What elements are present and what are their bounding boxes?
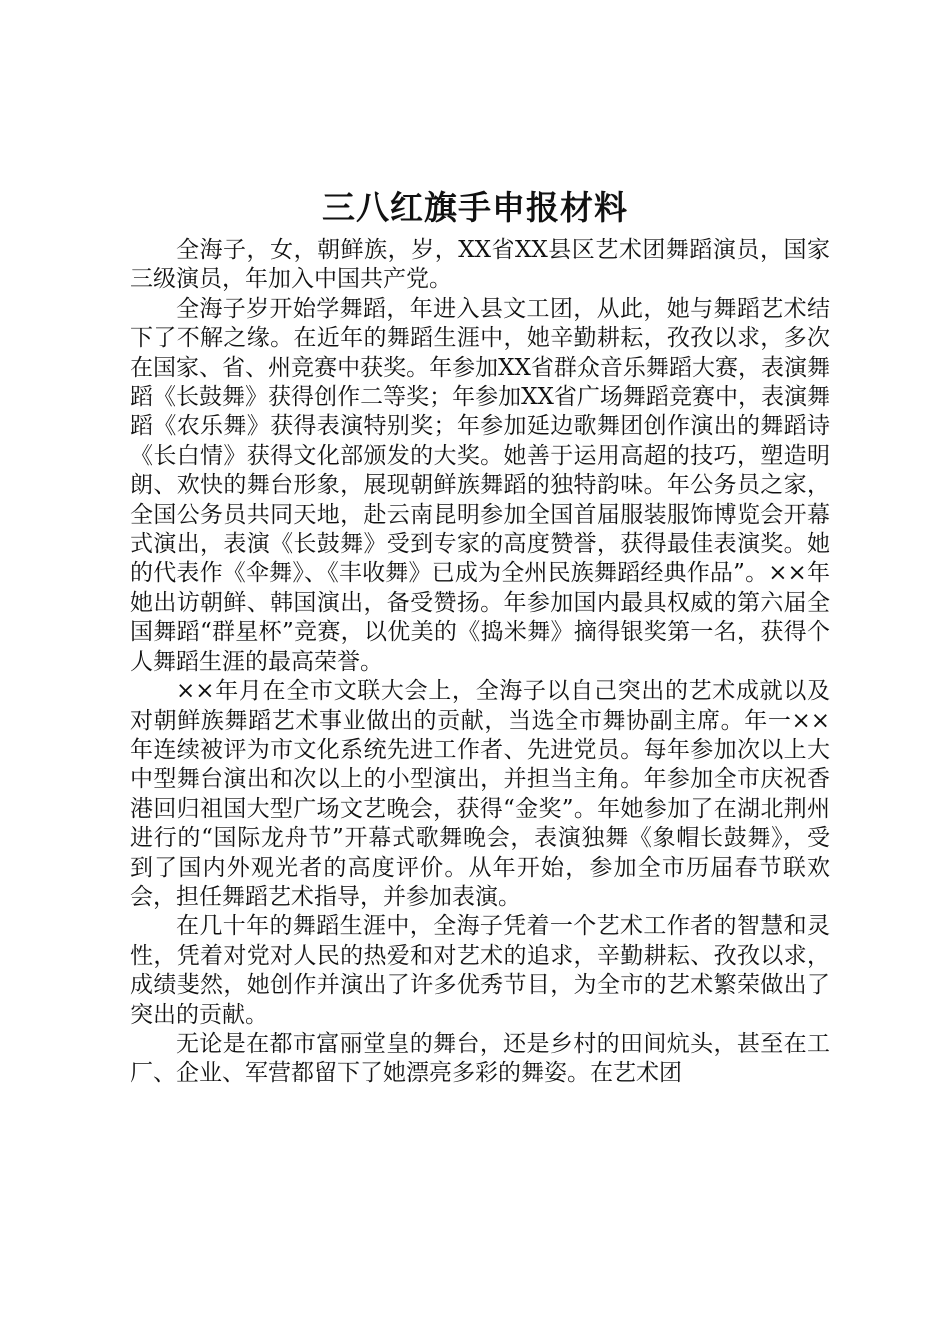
paragraph-2: 全海子岁开始学舞蹈，年进入县文工团，从此，她与舞蹈艺术结下了不解之缘。在近年的舞蹈生涯中，她辛勤耕耘，孜孜以求，多次在国家、省、州竞赛中获奖。年参加XX省群众音乐舞蹈大赛，表演舞蹈《长鼓舞》获得创作二等奖；年参加XX省广场舞蹈竞赛中，表演舞蹈《农乐舞》获得表演特别奖；年参加延边歌舞团创作演出的舞蹈诗《长白情》获得文化部颁发的大奖。她善于运用高超的技巧，塑造明朗、欢快的舞台形象，展现朝鲜族舞蹈的独特韵味。年公务员之家，全国公务员共同天地，赴云南昆明参加全国首届服装服饰博览会开幕式演出，表演《长鼓舞》受到专家的高度赞誉，获得最佳表演奖。她的代表作《伞舞》、《丰收舞》已成为全州民族舞蹈经典作品”。××年她出访朝鲜、韩国演出，备受赞扬。年参加国内最具权威的第六届全国舞蹈“群星杯”竞赛，以优美的《捣米舞》摘得银奖第一名，获得个人舞蹈生涯的最高荣誉。 <box>130 295 830 675</box>
paragraph-1: 全海子，女，朝鲜族，岁，XX省XX县区艺术团舞蹈演员，国家三级演员，年加入中国共产党。 <box>130 237 830 293</box>
paragraph-4: 在几十年的舞蹈生涯中，全海子凭着一个艺术工作者的智慧和灵性，凭着对党对人民的热爱和对艺术的追求，辛勤耕耘、孜孜以求，成绩斐然，她创作并演出了许多优秀节目，为全市的艺术繁荣做出了突出的贡献。 <box>130 913 830 1028</box>
document-body <box>130 236 830 1089</box>
paragraph-5: 无论是在都市富丽堂皇的舞台，还是乡村的田间炕头，甚至在工厂、企业、军营都留下了她漂亮多彩的舞姿。在艺术团 <box>130 1030 830 1087</box>
paragraph-3: ××年月在全市文联大会上，全海子以自己突出的艺术成就以及对朝鲜族舞蹈艺术事业做出的贡献，当选全市舞协副主席。年一××年连续被评为市文化系统先进工作者、先进党员。每年参加次以上大中型舞台演出和次以上的小型演出，并担当主角。年参加全市庆祝香港回归祖国大型广场文艺晚会，获得“金奖”。年她参加了在湖北荆州进行的“国际龙舟节”开幕式歌舞晚会，表演独舞《象帽长鼓舞》，受到了国内外观光者的高度评价。从年开始，参加全市历届春节联欢会，担任舞蹈艺术指导，并参加表演。 <box>130 678 830 910</box>
document-title: 三八红旗手申报材料 <box>322 188 628 227</box>
